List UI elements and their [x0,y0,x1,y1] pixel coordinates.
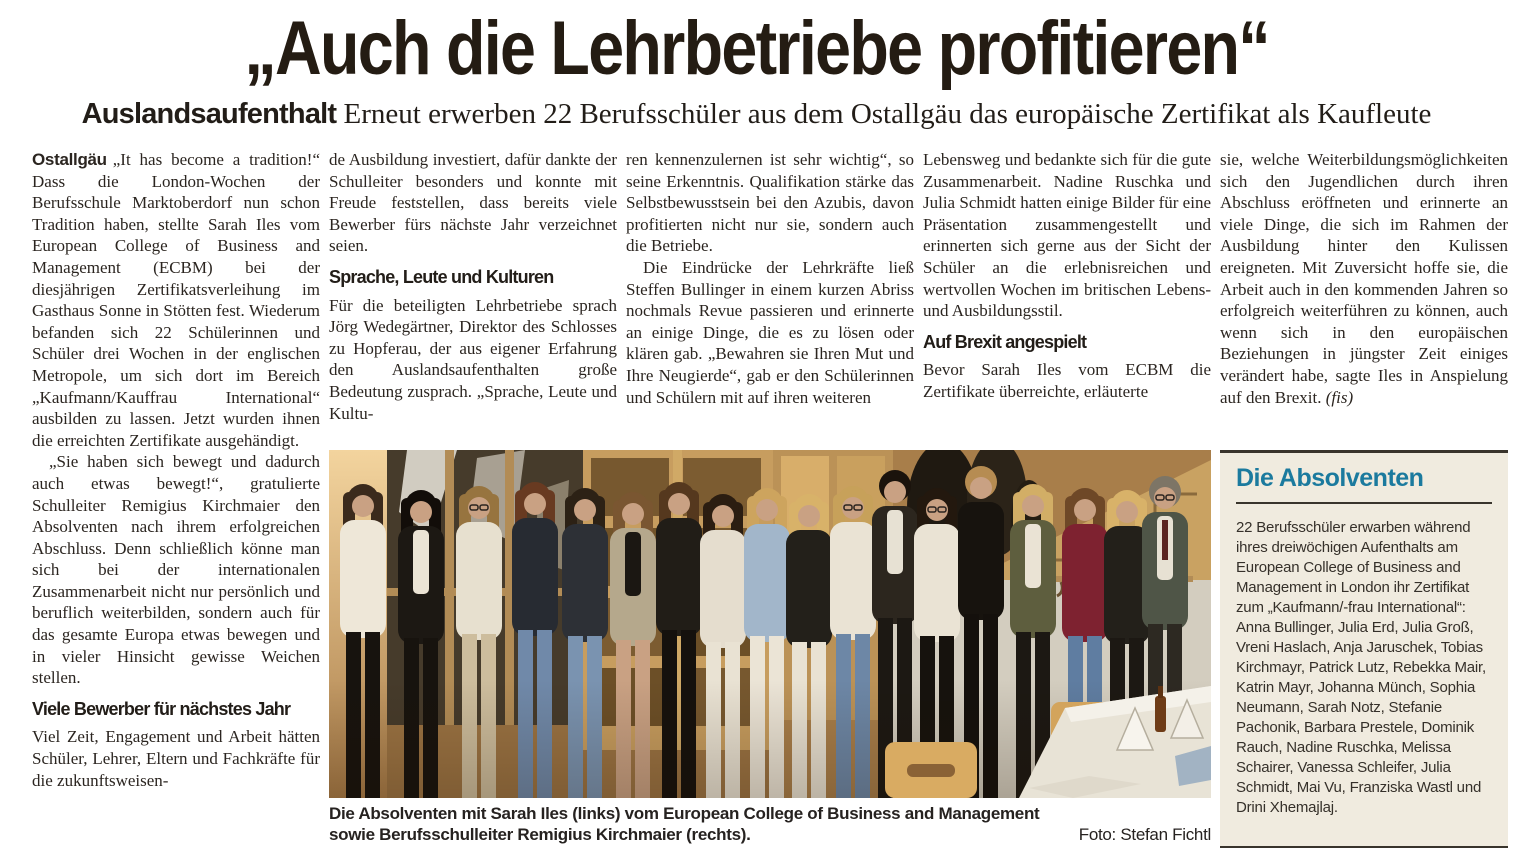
article-headline: „Auch die Lehrbetriebe profitieren“ [244,6,1269,91]
paragraph: Die Eindrücke der Lehrkräfte ließ Steffen Bullinger in einem kurzen Abriss nochmals Revue passieren und erinnerte an einige Dinge, die es zu lösen oder klären gab. „Bewahren sie Ihren Mut und Ihre Neugierde“, gab er den Schülerinnen und Schülern mit auf ihren weiteren [626,257,914,407]
headline-wrap [0,6,1513,91]
photo-caption [329,803,1211,845]
subheadline-text: Erneut erwerben 22 Berufsschüler aus dem Ostallgäu das europäische Zertifikat als Kaufleute [343,98,1432,130]
paragraph: „Sie haben sich bewegt und dadurch auch etwas bewegt!“, gratulierte Schulleiter Remigius Kirchmaier den Absolventen nach ihrem erfolgreichen Abschluss. Denn schließlich könne man sich bei der internationalen Zusammenarbeit nicht nur persönlich und beruflich weiterbilden, sondern auch für das gesamte Europa etwas bewegen und in vieler Hinsicht gewisse Weichen stellen. [32,452,320,688]
subheadline-kicker: Auslandsaufenthalt [81,98,337,130]
location-lead-in: Ostallgäu [32,150,107,169]
column-5 [1220,149,1508,408]
photo-credit: Foto: Stefan Fichtl [1078,825,1211,844]
paragraph [32,149,320,451]
column-2 [329,149,617,424]
infobox-absolventen [1220,450,1508,848]
author-signature: (fis) [1325,387,1354,407]
column-3 [626,149,914,408]
column-4 [923,149,1211,403]
subhead-brexit: Auf Brexit angespielt [923,331,1087,352]
paragraph: Viel Zeit, Engagement und Arbeit hätten Schüler, Lehrer, Eltern und Fachkräfte für die zukunftsweisen- [32,727,320,790]
article-subheadline [0,99,1513,131]
infobox-title: Die Absolventen [1236,464,1424,492]
subhead-viele-bewerber: Viele Bewerber für nächstes Jahr [32,698,291,719]
paragraph: Lebensweg und bedankte sich für die gute Zusammenarbeit. Nadine Ruschka und Julia Schmidt hatten einige Bilder für eine Präsentation zusammengestellt und erinnerten sich gerne aus der Sicht der Schüler an die erlebnisreichen und wertvollen Wochen im britischen Lebens- und Ausbildungsstil. [923,150,1211,321]
photo-caption-text: Die Absolventen mit Sarah Iles (links) vom European College of Business and Management sowie Berufsschulleiter Remigius Kirchmaier (rechts). [329,804,1040,844]
paragraph: Für die beteiligten Lehrbetriebe sprach Jörg Wedegärtner, Direktor des Schlosses zu Hopferau, der aus eigener Erfahrung den Auslandsaufenthalten große Bedeutung zusprach. „Sprache, Leute und Kultu- [329,295,617,423]
article-photo [329,450,1211,798]
infobox-divider [1236,502,1492,504]
paragraph [1220,149,1508,408]
group-photo-illustration [329,450,1211,798]
column-1 [32,149,320,791]
paragraph: Bevor Sarah Iles vom ECBM die Zertifikate überreichte, erläuterte [923,360,1211,401]
photo-foreground [329,680,1211,798]
paragraph: ren kennenzulernen ist sehr wichtig“, so seine Erkenntnis. Qualifikation stärke das Selbstbewusstsein bei den Azubis, davon profitierten nicht nur sie, sondern auch die Betriebe. [626,150,914,256]
paragraph-text: sie, welche Weiterbildungsmöglichkeiten sich den Jugendlichen durch ihren Abschluss eröffneten und erinnerte an viele Dinge, die sich im Rahmen der Ausbildung hinter den Kulissen ereigneten. Mit Zuversicht hoffe sie, die Arbeit auch in den kommenden Jahren so erfolgreich weiterführen zu können, auch wenn sich in den europäischen Beziehungen in jüngster Zeit einiges verändert habe, sagte Iles in Anspielung auf den Brexit. [1220,150,1508,407]
infobox-body: 22 Berufsschüler erwarben während ihres dreiwöchigen Aufenthalts am European College of Business and Management in London ihr Zertifikat zum „Kaufmann/-frau International“: Anna Bullinger, Julia Erd, Julia Groß, Vreni Haslach, Anja Jaruschek, Tobias Kirchmayr, Patrick Lutz, Rebekka Mair, Katrin Mayr, Johanna Münch, Sophia Neumann, Sarah Notz, Stefanie Pachonik, Barbara Prestele, Dominik Rauch, Nadine Ruschka, Melissa Schairer, Vanessa Schleifer, Julia Schmidt, Mai Vu, Franziska Wastl und Drini Xhemajlaj. [1236,519,1486,816]
paragraph-text: „It has become a tradition!“ Dass die London-Wochen der Berufsschule Marktoberdorf nun schon Tradition haben, stellte Sarah Iles vom European College of Business and Management (ECBM) bei der diesjährigen Zertifikatsverleihung im Gasthaus Sonne in Stötten fest. Wiederum befanden sich 22 Schülerinnen und Schüler drei Wochen in der englischen Metropole, um sich dort im Bereich „Kaufmann/Kauffrau International“ ausbilden zu lassen. Jetzt wurden ihnen die erreichten Zertifikate ausgehändigt. [32,150,320,450]
paragraph: de Ausbildung investiert, dafür dankte der Schulleiter besonders und konnte mit Freude feststellen, dass bereits viele Bewerber fürs nächste Jahr verzeichnet seien. [329,150,617,256]
subhead-sprache-leute: Sprache, Leute und Kulturen [329,266,554,287]
